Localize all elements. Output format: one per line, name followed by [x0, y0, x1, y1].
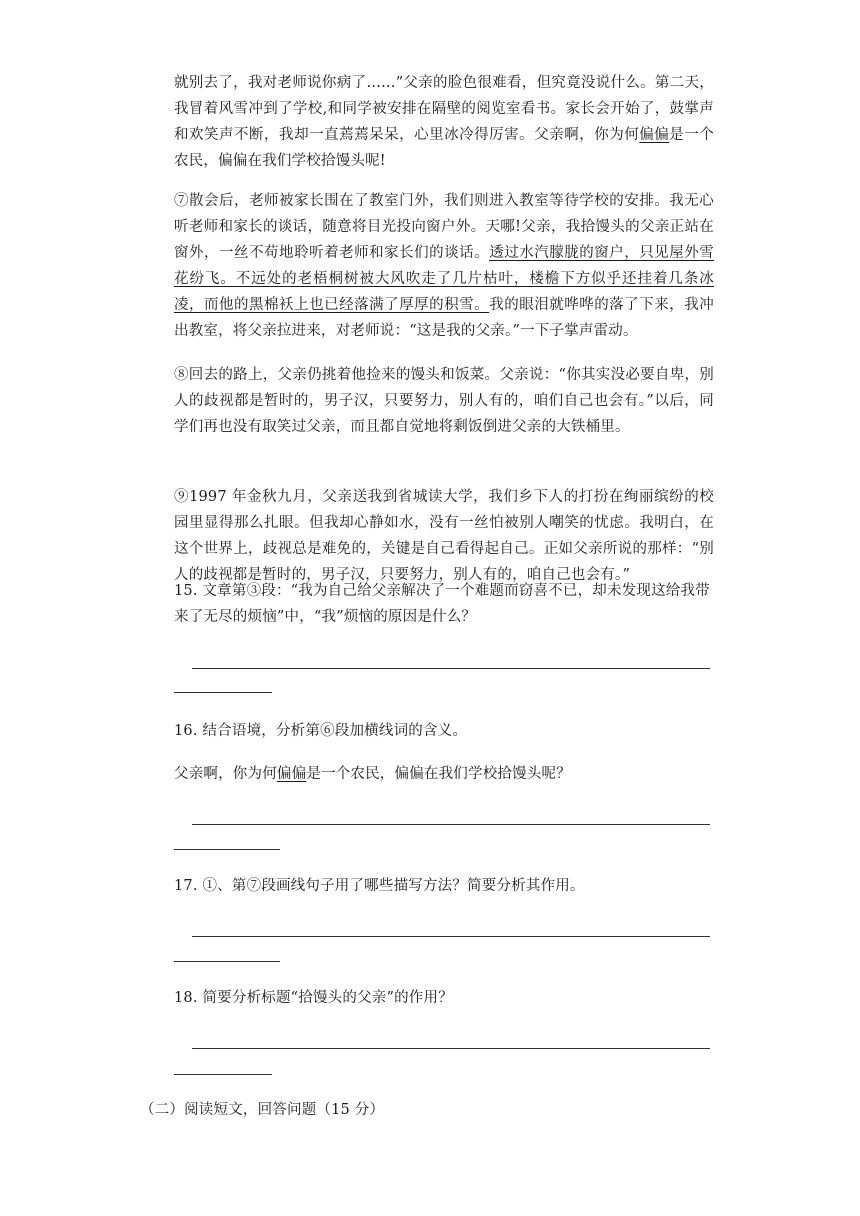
answer-line-17b[interactable]: [174, 961, 280, 962]
question-18-text: 18. 简要分析标题“拾馒头的父亲”的作用？: [174, 990, 453, 1006]
answer-line-17a[interactable]: [192, 936, 710, 937]
question-15-text: 15. 文章第③段：“我为自己给父亲解决了一个难题而窃喜不已，却未发现这给我带来了无尽的烦恼”中，“我”烦恼的原因是什么？: [174, 583, 710, 625]
paragraph-8-text: ⑧回去的路上，父亲仍挑着他捡来的馒头和饭菜。父亲说：“你其实没必要自卑，别人的歧视都是暂时的，男子汉，只要努力，别人有的，咱们自己也会有。”以后，同学们再也没有取笑过父亲，而且都自觉地将剩饭倒进父亲的大铁桶里。: [174, 367, 714, 435]
underlined-sentence: 透过水汽朦胧的窗户，只见屋外雪花纷飞。不远处的老梧桐树被大风吹走了几片枯叶，楼檐下方似乎还挂着几条冰凌，而他的黑棉袄上也已经落满了厚厚的积雪。: [174, 245, 715, 313]
answer-line-15b[interactable]: [174, 692, 272, 693]
question-18: [174, 985, 714, 1011]
paragraph-7-text-end: 我的眼泪就哗哗的落了下来，我冲出教室，将父亲拉进来，对老师说：“这是我的父亲。”一下子掌声雷动。: [174, 297, 715, 339]
question-17: [174, 873, 714, 899]
question-15: [174, 578, 714, 630]
question-17-text: 17. ①、第⑦段画线句子用了哪些描写方法？简要分析其作用。: [174, 878, 585, 894]
paragraph-6: [174, 70, 714, 174]
quote-text-end: 是一个农民，偏偏在我们学校拾馒头呢？: [306, 766, 571, 782]
answer-line-15a[interactable]: [192, 668, 710, 669]
underlined-word-pianpian: 偏偏: [639, 127, 670, 143]
question-16: [174, 718, 714, 744]
question-16-quote: [174, 761, 714, 787]
answer-line-18a[interactable]: [192, 1048, 710, 1049]
quote-underlined-word: 偏偏: [276, 766, 307, 782]
quote-text: 父亲啊，你为何: [174, 766, 277, 782]
paragraph-6-text-end: 是一个农民，偏偏在我们学校拾馒头呢!: [174, 127, 714, 169]
section-heading-text: （二）阅读短文，回答问题（15 分）: [140, 1102, 385, 1118]
paragraph-9-text: ⑨1997 年金秋九月，父亲送我到省城读大学，我们乡下人的打扮在绚丽缤纷的校园里显得那么扎眼。但我却心静如水，没有一丝怕被别人嘲笑的忧虑。我明白，在这个世界上，歧视总是难免的，关键是自己看得起自己。正如父亲所说的那样：“别人的歧视都是暂时的，男子汉，只要努力，别人有的，咱自己也会有。”: [174, 489, 714, 583]
answer-line-18b[interactable]: [174, 1074, 272, 1075]
paragraph-7-text: ⑦散会后，老师被家长围在了教室门外，我们则进入教室等待学校的安排。我无心听老师和家长的谈话，随意将目光投向窗户外。天哪!父亲，我拾馒头的父亲正站在窗外，一丝不苟地聆听着老师和家长们的谈话。: [174, 193, 714, 261]
answer-line-16b[interactable]: [174, 849, 280, 850]
paragraph-9: [174, 484, 714, 588]
question-16-text: 16. 结合语境，分析第⑥段加横线词的含义。: [174, 723, 468, 739]
paragraph-7: [174, 188, 714, 344]
answer-line-16a[interactable]: [192, 824, 710, 825]
paragraph-8: [174, 362, 714, 440]
section-heading: [140, 1097, 384, 1123]
paragraph-6-text: 就别去了，我对老师说你病了……”父亲的脸色很难看，但究竟没说什么。第二天，我冒着风雪冲到了学校,和同学被安排在隔壁的阅览室看书。家长会开始了，鼓掌声和欢笑声不断，我却一直蔫蔫呆呆，心里冰冷得厉害。父亲啊，你为何: [174, 75, 714, 143]
